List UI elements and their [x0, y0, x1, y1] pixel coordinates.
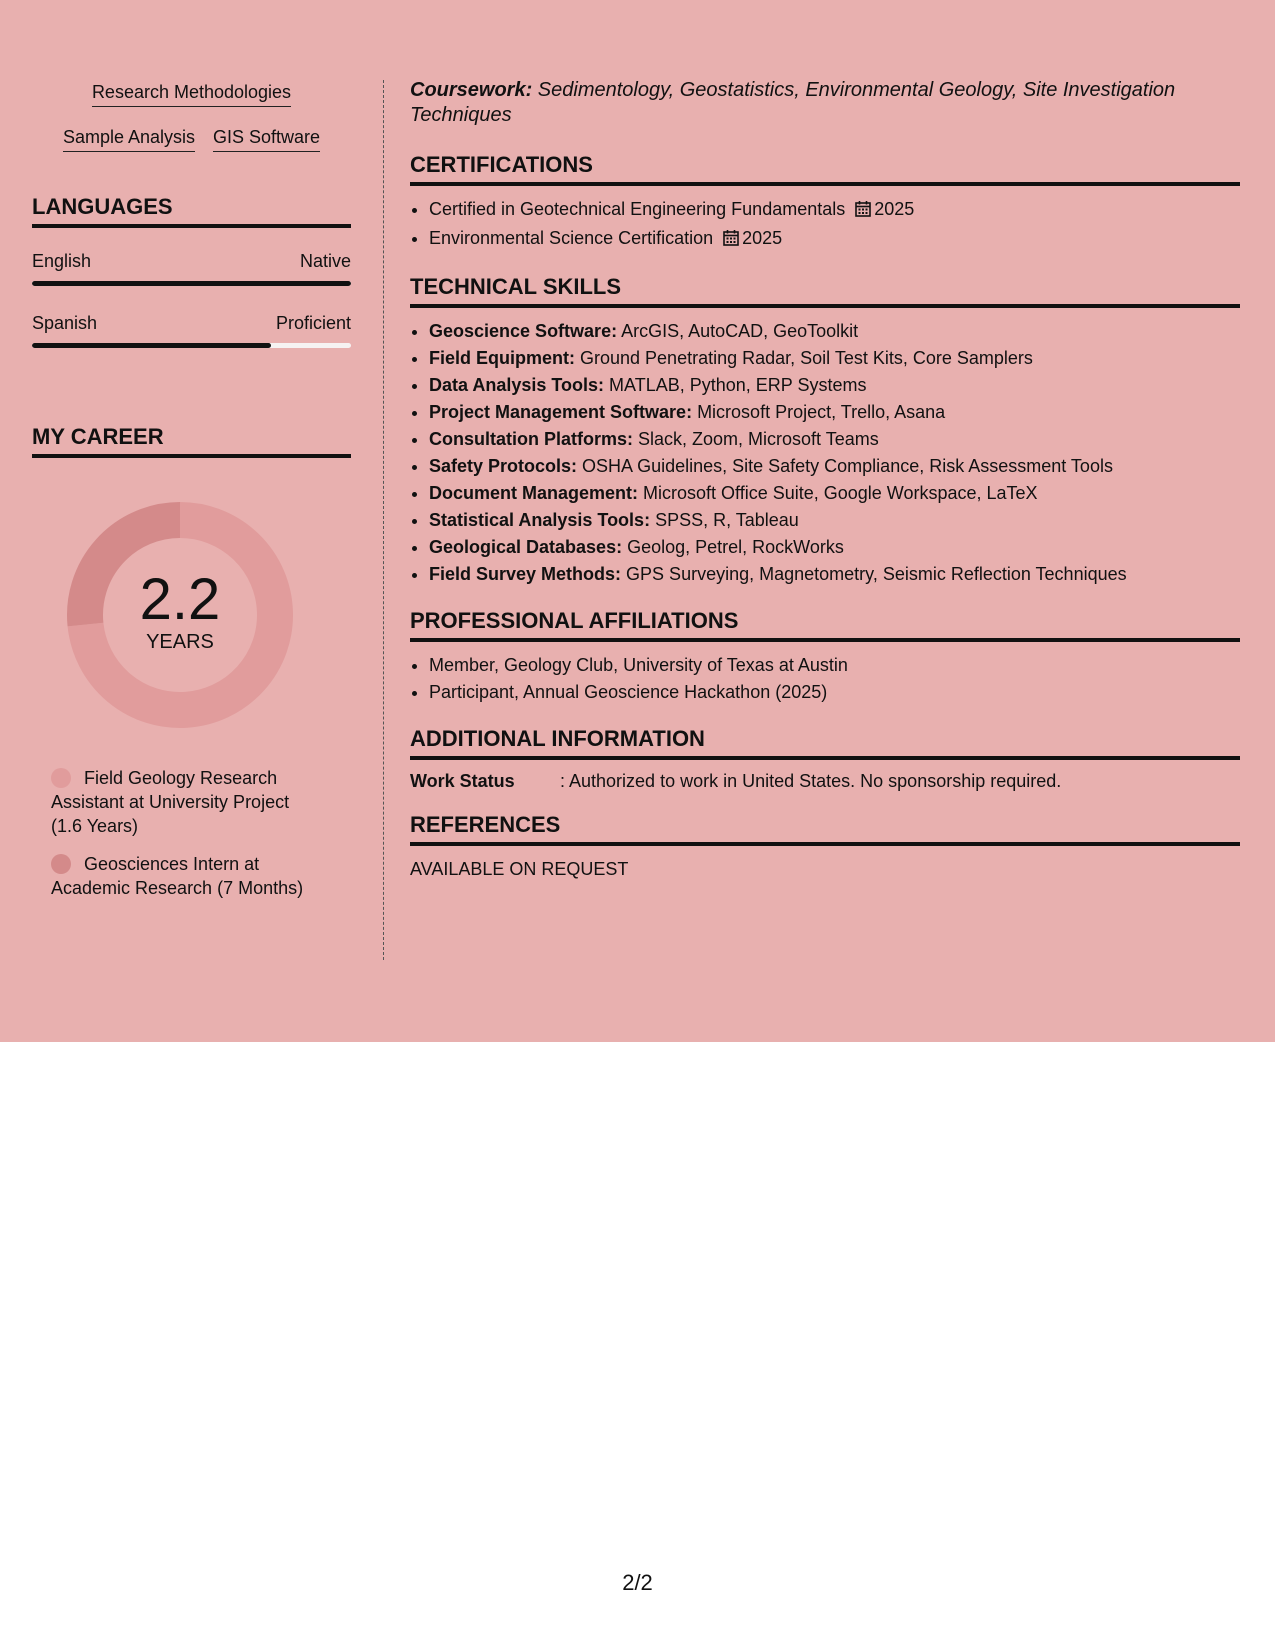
certifications-list: [410, 196, 1240, 254]
skill-value: Geolog, Petrel, RockWorks: [622, 537, 844, 557]
skill-value: ArcGIS, AutoCAD, GeoToolkit: [617, 321, 859, 341]
skill-item: [429, 345, 1240, 372]
skill-value: Ground Penetrating Radar, Soil Test Kits, Core Samplers: [575, 348, 1033, 368]
technical-skills-list: [410, 318, 1240, 588]
skill-item: [429, 507, 1240, 534]
skill-tag: GIS Software: [213, 125, 320, 152]
career-total-unit: YEARS: [146, 631, 214, 653]
skill-label: Geoscience Software:: [429, 321, 618, 341]
coursework-text: Sedimentology, Geostatistics, Environmental Geology, Site Investigation Techniques: [410, 79, 1176, 126]
main-content: [410, 78, 1240, 880]
career-donut-chart: [65, 500, 295, 730]
language-bar-fill: [32, 281, 351, 286]
skill-label: Geological Databases:: [429, 537, 623, 557]
affiliations-list: [410, 652, 1240, 706]
language-bar-fill: [32, 343, 271, 348]
skill-label: Field Survey Methods:: [429, 564, 622, 584]
skill-item: [429, 453, 1240, 480]
affiliation-item: • Member, Geology Club, University of Texas at Austin: [429, 652, 1240, 679]
calendar-icon: [855, 198, 871, 225]
language-bar: [32, 343, 351, 348]
skill-tags: [32, 80, 351, 152]
coursework-label: Coursework:: [410, 79, 533, 101]
skill-value: Microsoft Project, Trello, Asana: [692, 402, 946, 422]
skill-value: Microsoft Office Suite, Google Workspace, LaTeX: [638, 483, 1038, 503]
languages-heading: LANGUAGES: [32, 194, 351, 228]
skill-label: Safety Protocols:: [429, 456, 578, 476]
references-heading: REFERENCES: [410, 812, 1240, 846]
career-total-value: 2.2: [139, 567, 221, 632]
skill-value: SPSS, R, Tableau: [650, 510, 799, 530]
certification-item: [429, 196, 1240, 225]
skill-label: Consultation Platforms:: [429, 429, 634, 449]
certification-year: 2025: [874, 199, 915, 219]
work-status-row: [410, 770, 1240, 792]
language-name: English: [32, 251, 92, 271]
skill-label: Field Equipment:: [429, 348, 575, 368]
skill-item: [429, 480, 1240, 507]
skill-value: MATLAB, Python, ERP Systems: [604, 375, 867, 395]
page-number: 2/2: [622, 1570, 653, 1595]
technical-skills-heading: TECHNICAL SKILLS: [410, 274, 1240, 308]
work-status-label: Work Status: [410, 771, 515, 791]
affiliations-heading: PROFESSIONAL AFFILIATIONS: [410, 608, 1240, 642]
calendar-icon: [723, 227, 739, 254]
affiliation-item: • Participant, Annual Geoscience Hackathon (2025): [429, 679, 1240, 706]
language-name: Spanish: [32, 313, 98, 333]
certification-name: Environmental Science Certification: [429, 228, 714, 248]
skill-tag: Sample Analysis: [63, 125, 195, 152]
career-legend: [32, 766, 351, 900]
language-bar: [32, 281, 351, 286]
certifications-heading: CERTIFICATIONS: [410, 152, 1240, 186]
skill-label: Project Management Software:: [429, 402, 693, 422]
certification-year: 2025: [742, 228, 783, 248]
skill-value: Slack, Zoom, Microsoft Teams: [633, 429, 879, 449]
skill-label: Document Management:: [429, 483, 639, 503]
references-text: AVAILABLE ON REQUEST: [410, 859, 629, 879]
column-divider: [383, 80, 384, 960]
career-legend-text: Field Geology Research Assistant at University Project (1.6 Years): [51, 768, 290, 836]
skill-label: Statistical Analysis Tools:: [429, 510, 651, 530]
legend-dot: [51, 854, 71, 874]
skill-value: GPS Surveying, Magnetometry, Seismic Reflection Techniques: [621, 564, 1127, 584]
skill-tag: Research Methodologies: [92, 80, 291, 107]
skill-item: [429, 318, 1240, 345]
certification-item: [429, 225, 1240, 254]
skill-item: [429, 372, 1240, 399]
skill-item: [429, 426, 1240, 453]
career-donut-center: [65, 567, 295, 654]
skill-value: OSHA Guidelines, Site Safety Compliance, Risk Assessment Tools: [577, 456, 1113, 476]
language-level: Native: [299, 251, 351, 271]
work-status-value: : Authorized to work in United States. No sponsorship required.: [560, 771, 1062, 791]
skill-item: [429, 534, 1240, 561]
legend-dot: [51, 768, 71, 788]
skill-label: Data Analysis Tools:: [429, 375, 605, 395]
certification-name: Certified in Geotechnical Engineering Fundamentals: [429, 199, 846, 219]
language-item: [32, 312, 351, 348]
skill-item: [429, 561, 1240, 588]
additional-info-heading: ADDITIONAL INFORMATION: [410, 726, 1240, 760]
career-legend-item: [51, 852, 321, 900]
coursework: [410, 78, 1240, 128]
career-legend-text: Geosciences Intern at Academic Research (7 Months): [51, 854, 304, 898]
language-level: Proficient: [275, 313, 351, 333]
language-item: [32, 250, 351, 286]
career-legend-item: [51, 766, 321, 838]
skill-item: [429, 399, 1240, 426]
career-heading: MY CAREER: [32, 424, 351, 458]
left-sidebar: [32, 80, 351, 914]
